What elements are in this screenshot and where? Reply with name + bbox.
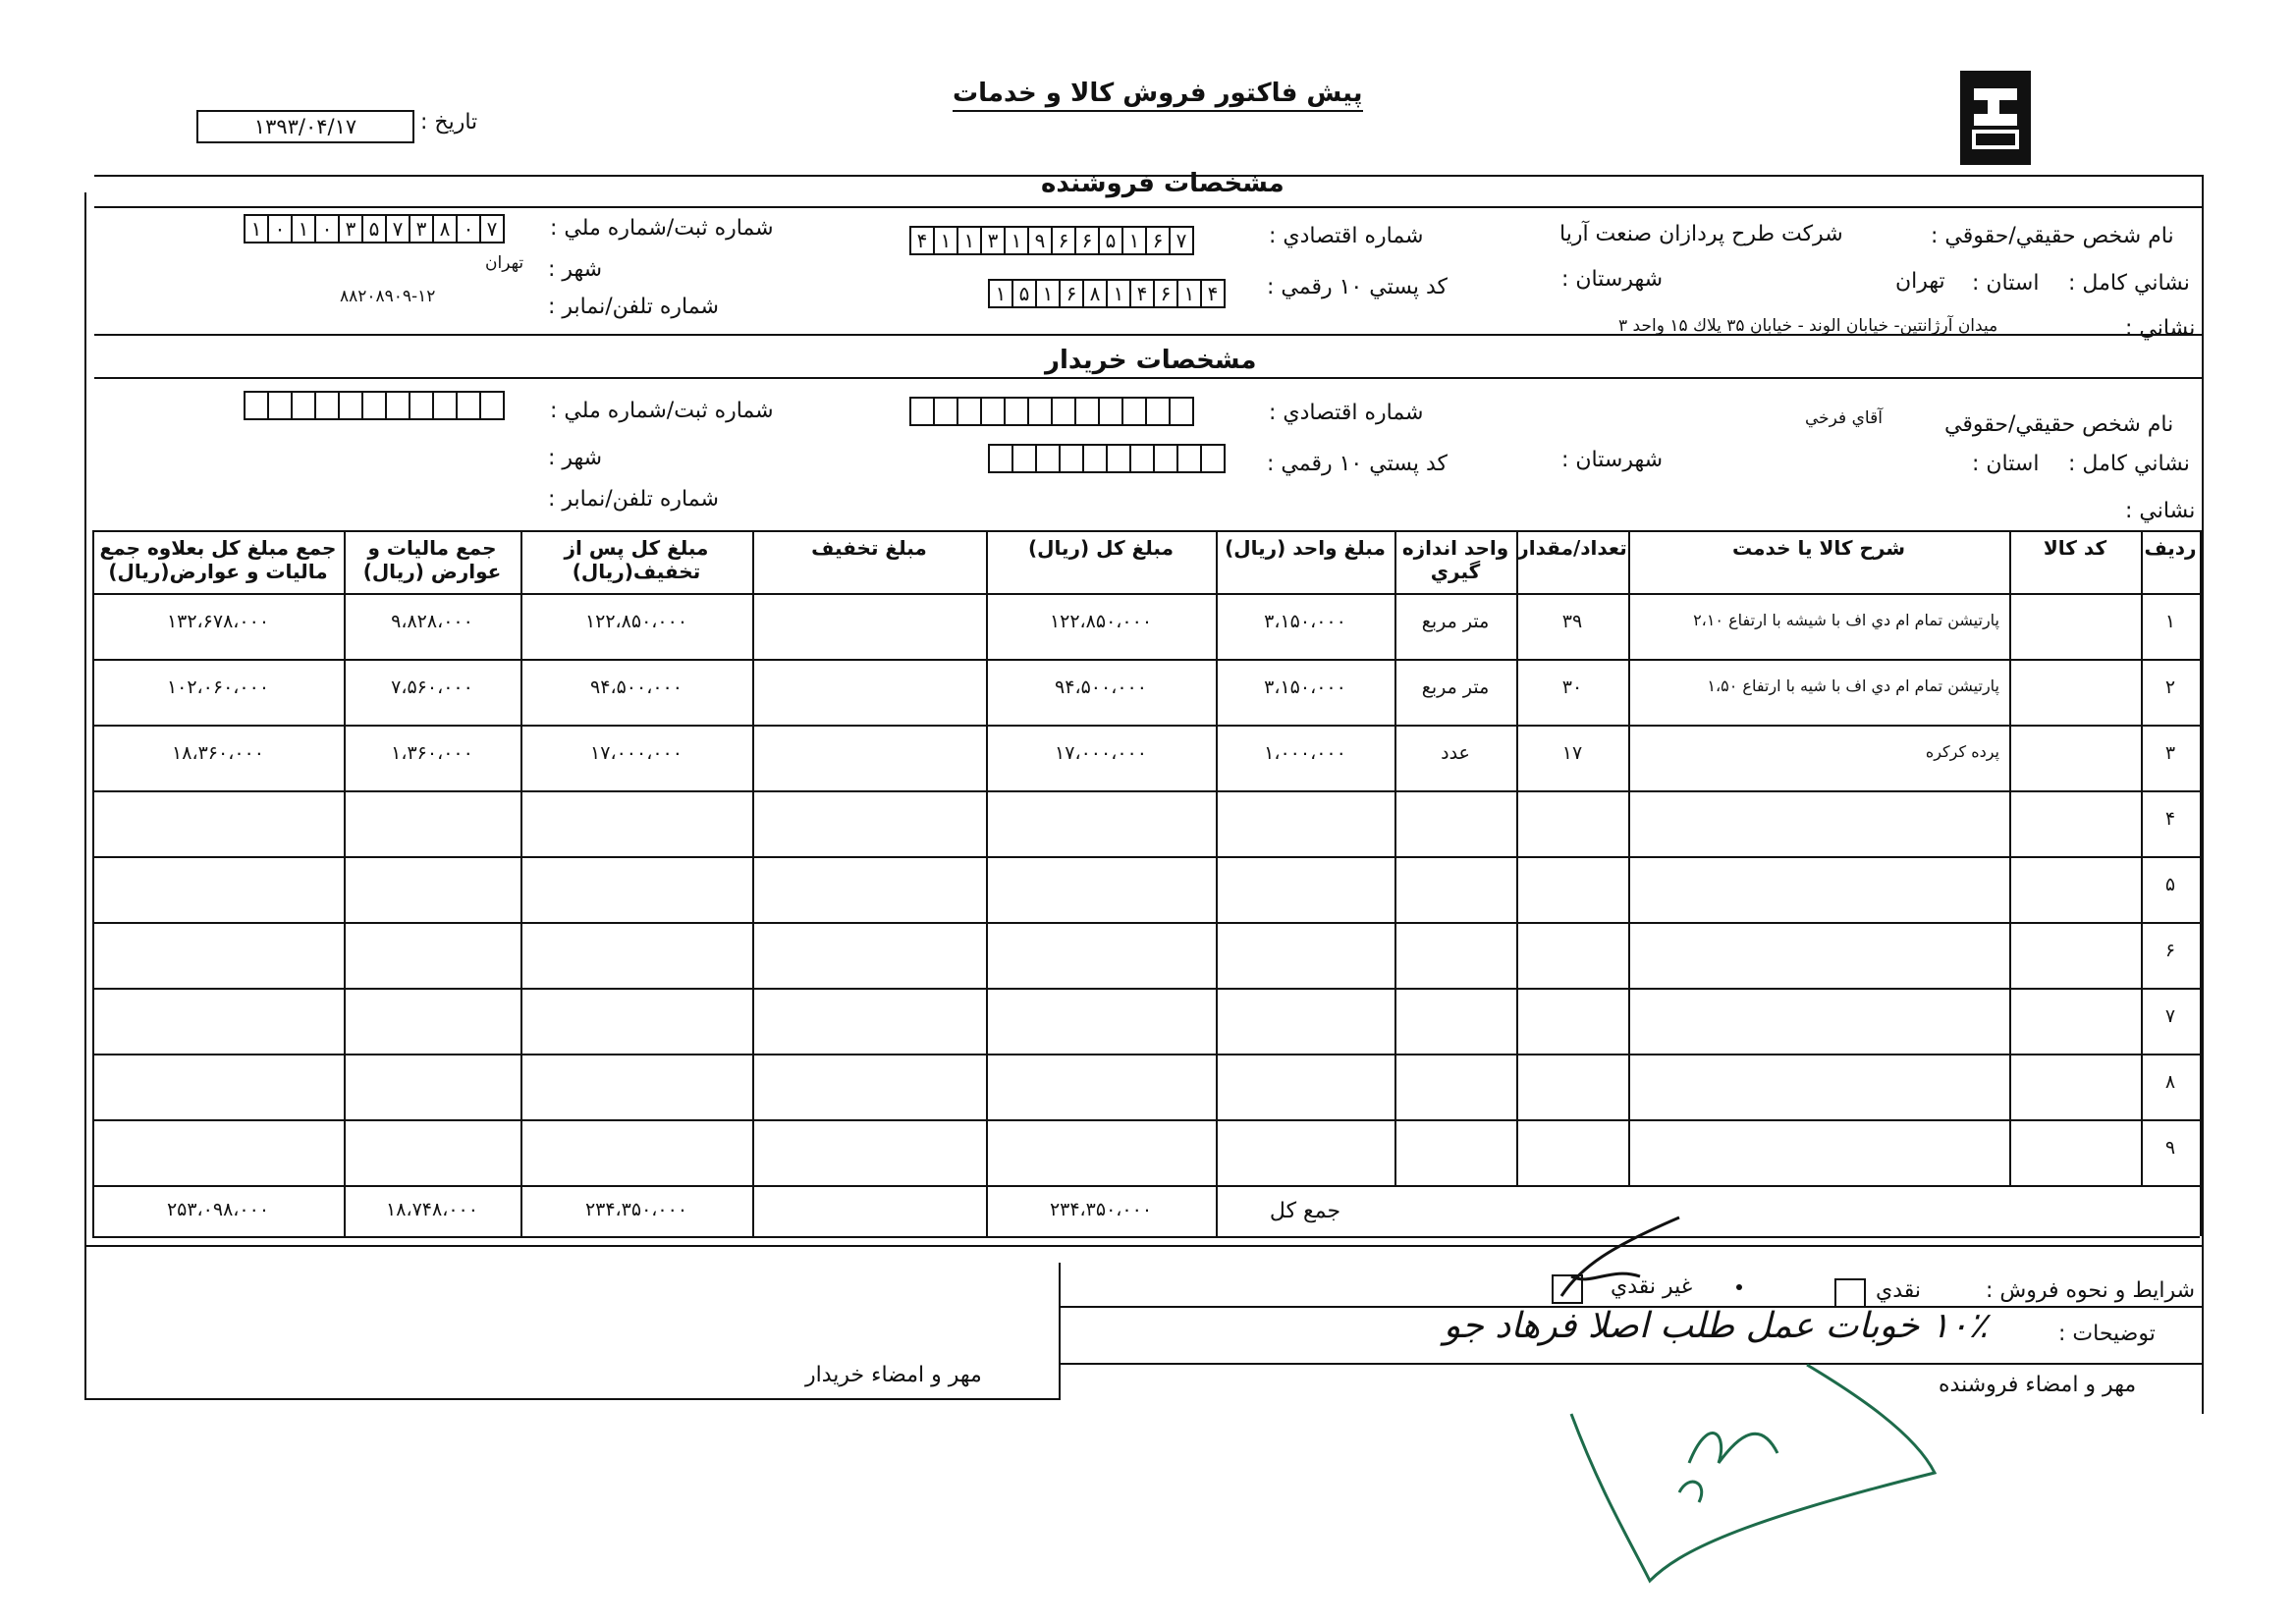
table-row-line: [92, 922, 2200, 924]
buyer-reg-label: شماره ثبت/شماره ملي :: [550, 399, 774, 423]
table-row-line: [92, 1119, 2200, 1121]
seller-phone-label: شماره تلفن/نمابر :: [548, 295, 719, 319]
cell-unit: متر مربع: [1421, 611, 1490, 632]
buyer-sign-label: مهر و امضاء خريدار: [805, 1363, 982, 1387]
buyer-phone-label: شماره تلفن/نمابر :: [548, 487, 719, 512]
cell-n: ۷: [2164, 1005, 2176, 1027]
seller-address2-label: نشاني :: [2125, 316, 2196, 341]
table-header-line: [92, 593, 2200, 595]
cell-unit-price: ۳،۱۵۰،۰۰۰: [1264, 676, 1346, 698]
sum-total: ۲۳۴،۳۵۰،۰۰۰: [1049, 1199, 1153, 1220]
noncash-label: غير نقدي: [1611, 1274, 1693, 1299]
col-header-discount: مبلغ تخفيف: [811, 536, 927, 560]
cell-unit: متر مربع: [1421, 676, 1490, 698]
seller-reg-number: ۱ ۰ ۱ ۰ ۳ ۵ ۷ ۳ ۸ ۰ ۷: [244, 214, 505, 243]
terms-label: شرايط و نحوه فروش :: [1986, 1278, 2196, 1303]
frame-left: [84, 192, 86, 1400]
sum-grand: ۲۵۳،۰۹۸،۰۰۰: [166, 1199, 270, 1220]
cell-tax: ۷،۵۶۰،۰۰۰: [391, 676, 473, 698]
table-col-line: [986, 530, 988, 1236]
table-top-line: [92, 530, 2200, 532]
cell-unit: عدد: [1441, 742, 1470, 764]
page-title: پيش فاكتور فروش كالا و خدمات: [953, 79, 1363, 112]
cell-n: ۵: [2164, 874, 2176, 895]
table-col-line: [1216, 530, 1218, 1236]
seller-sign-label: مهر و امضاء فروشنده: [1939, 1373, 2137, 1397]
cash-label: نقدي: [1876, 1278, 1922, 1303]
seller-province-value: تهران: [1895, 269, 1945, 294]
cell-after: ۱۷،۰۰۰،۰۰۰: [590, 742, 683, 764]
signature-mark: [1552, 1208, 1689, 1316]
cell-n: ۴: [2164, 808, 2176, 830]
cell-after: ۱۲۲،۸۵۰،۰۰۰: [584, 611, 688, 632]
buyer-county-label: شهرستان :: [1561, 448, 1664, 472]
seller-city-value: تهران: [485, 253, 524, 273]
cell-n: ۹: [2164, 1137, 2176, 1159]
table-sum-line: [92, 1236, 2200, 1238]
buyer-province-label: استان :: [1972, 452, 2040, 476]
cell-unit-price: ۱،۰۰۰،۰۰۰: [1264, 742, 1346, 764]
buyer-city-label: شهر :: [548, 446, 603, 470]
buyer-postal-code[interactable]: [988, 444, 1226, 473]
cell-grand: ۱۰۲،۰۶۰،۰۰۰: [166, 676, 270, 698]
sum-label: جمع كل: [1269, 1199, 1341, 1223]
seller-section-title: مشخصات فروشنده: [1041, 169, 1285, 198]
cell-unit-price: ۳،۱۵۰،۰۰۰: [1264, 611, 1346, 632]
buyer-name-label: نام شخص حقيقي/حقوقي: [1944, 412, 2174, 437]
col-header-after-discount: مبلغ كل پس از تخفيف(ريال): [564, 536, 709, 583]
table-row-line: [92, 790, 2200, 792]
date-value: ۱۳۹۳/۰۴/۱۷: [253, 115, 357, 138]
table-col-line: [92, 530, 94, 1236]
table-col-line: [520, 530, 522, 1236]
col-header-row: رديف: [2144, 536, 2197, 560]
cell-total: ۱۲۲،۸۵۰،۰۰۰: [1049, 611, 1153, 632]
cell-n: ۲: [2164, 676, 2176, 698]
cell-n: ۱: [2164, 611, 2176, 632]
col-header-tax: جمع ماليات و عوارض (ريال): [362, 536, 502, 583]
table-col-line: [2009, 530, 2011, 1185]
buyer-reg-number[interactable]: [244, 391, 505, 420]
buyer-economic-number[interactable]: [909, 397, 1194, 426]
cell-desc: پرده كركره: [1925, 742, 1999, 761]
cell-desc: پارتيشن تمام ام دي اف با شيه با ارتفاع ۱،۵۰: [1707, 676, 1999, 695]
table-col-line: [752, 530, 754, 1236]
table-row-line: [92, 659, 2200, 661]
col-header-grand: جمع مبلغ كل بعلاوه جمع ماليات و عوارض(ريال): [99, 536, 337, 583]
buyer-name-value: آقاي فرخي: [1805, 408, 1883, 428]
cell-n: ۶: [2164, 940, 2176, 961]
seller-economic-number: ۴ ۱ ۱ ۳ ۱ ۹ ۶ ۶ ۵ ۱ ۶ ۷: [909, 226, 1194, 255]
seller-postal-label: كد پستي ۱۰ رقمي :: [1267, 275, 1448, 299]
cell-qty: ۳۰: [1561, 676, 1583, 698]
seller-economic-label: شماره اقتصادي :: [1269, 224, 1424, 248]
cell-qty: ۱۷: [1561, 742, 1583, 764]
seller-name-label: نام شخص حقيقي/حقوقي :: [1931, 224, 2174, 248]
date-label: تاريخ :: [420, 110, 478, 135]
notes-label: توضيحات :: [2058, 1322, 2156, 1346]
seller-seal-signature: [1561, 1355, 1954, 1591]
col-header-unit: واحد اندازه گيري: [1401, 536, 1509, 583]
seller-address-label: نشاني كامل :: [2068, 271, 2190, 296]
sum-tax: ۱۸،۷۴۸،۰۰۰: [386, 1199, 478, 1220]
table-row-line: [92, 1185, 2200, 1187]
table-row-line: [92, 988, 2200, 990]
cell-n: ۳: [2164, 742, 2176, 764]
cell-after: ۹۴،۵۰۰،۰۰۰: [590, 676, 683, 698]
seller-address2-value: ميدان آرژانتين- خيابان الوند - خيابان ۳۵ پلاك ۱۵ واحد ۳: [1618, 316, 1998, 336]
cell-total: ۹۴،۵۰۰،۰۰۰: [1055, 676, 1147, 698]
cell-desc: پارتيشن تمام ام دي اف با شيشه با ارتفاع ۲،۱۰: [1693, 611, 1999, 629]
seller-city-label: شهر :: [548, 257, 603, 282]
seller-phone-value: ۸۸۲۰۸۹۰۹-۱۲: [340, 287, 436, 306]
cash-checkbox[interactable]: [1834, 1278, 1866, 1308]
buyer-address-label: نشاني كامل :: [2068, 452, 2190, 476]
cell-n: ۸: [2164, 1071, 2176, 1093]
table-row-line: [92, 856, 2200, 858]
seller-county-label: شهرستان :: [1561, 267, 1664, 292]
notes-handwritten: ۱۰٪ خوبات عمل طلب اصلا فرهاد جو: [1444, 1306, 1988, 1346]
frame-right: [2202, 175, 2204, 1414]
seller-name-value: شركت طرح پردازان صنعت آريا: [1559, 222, 1843, 246]
cell-total: ۱۷،۰۰۰،۰۰۰: [1055, 742, 1147, 764]
buyer-section-title: مشخصات خريدار: [1045, 346, 1257, 375]
seller-postal-code: ۱ ۵ ۱ ۶ ۸ ۱ ۴ ۶ ۱ ۴: [988, 279, 1226, 308]
table-row-line: [92, 725, 2200, 727]
sum-after-discount: ۲۳۴،۳۵۰،۰۰۰: [584, 1199, 688, 1220]
bullet-dot: [1736, 1284, 1742, 1290]
table-row-line: [92, 1054, 2200, 1055]
cell-tax: ۱،۳۶۰،۰۰۰: [391, 742, 473, 764]
col-header-code: كد كالا: [2043, 536, 2107, 560]
buyer-postal-label: كد پستي ۱۰ رقمي :: [1267, 452, 1448, 476]
date-field: [196, 110, 414, 143]
cell-grand: ۱۳۲،۶۷۸،۰۰۰: [166, 611, 270, 632]
buyer-economic-label: شماره اقتصادي :: [1269, 401, 1424, 425]
buyer-address2-label: نشاني :: [2125, 499, 2196, 523]
table-col-line: [344, 530, 346, 1236]
col-header-total: مبلغ كل (ريال): [1028, 536, 1174, 560]
cell-tax: ۹،۸۲۸،۰۰۰: [391, 611, 473, 632]
col-header-desc: شرح كالا يا خدمت: [1732, 536, 1905, 560]
cell-qty: ۳۹: [1561, 611, 1583, 632]
company-logo-icon: [1960, 71, 2031, 165]
col-header-unit-price: مبلغ واحد (ريال): [1225, 536, 1386, 560]
cell-grand: ۱۸،۳۶۰،۰۰۰: [172, 742, 264, 764]
seller-province-label: استان :: [1972, 271, 2040, 296]
col-header-qty: تعداد/مقدار: [1517, 536, 1627, 560]
seller-reg-label: شماره ثبت/شماره ملي :: [550, 216, 774, 241]
table-col-line: [2200, 530, 2202, 1236]
